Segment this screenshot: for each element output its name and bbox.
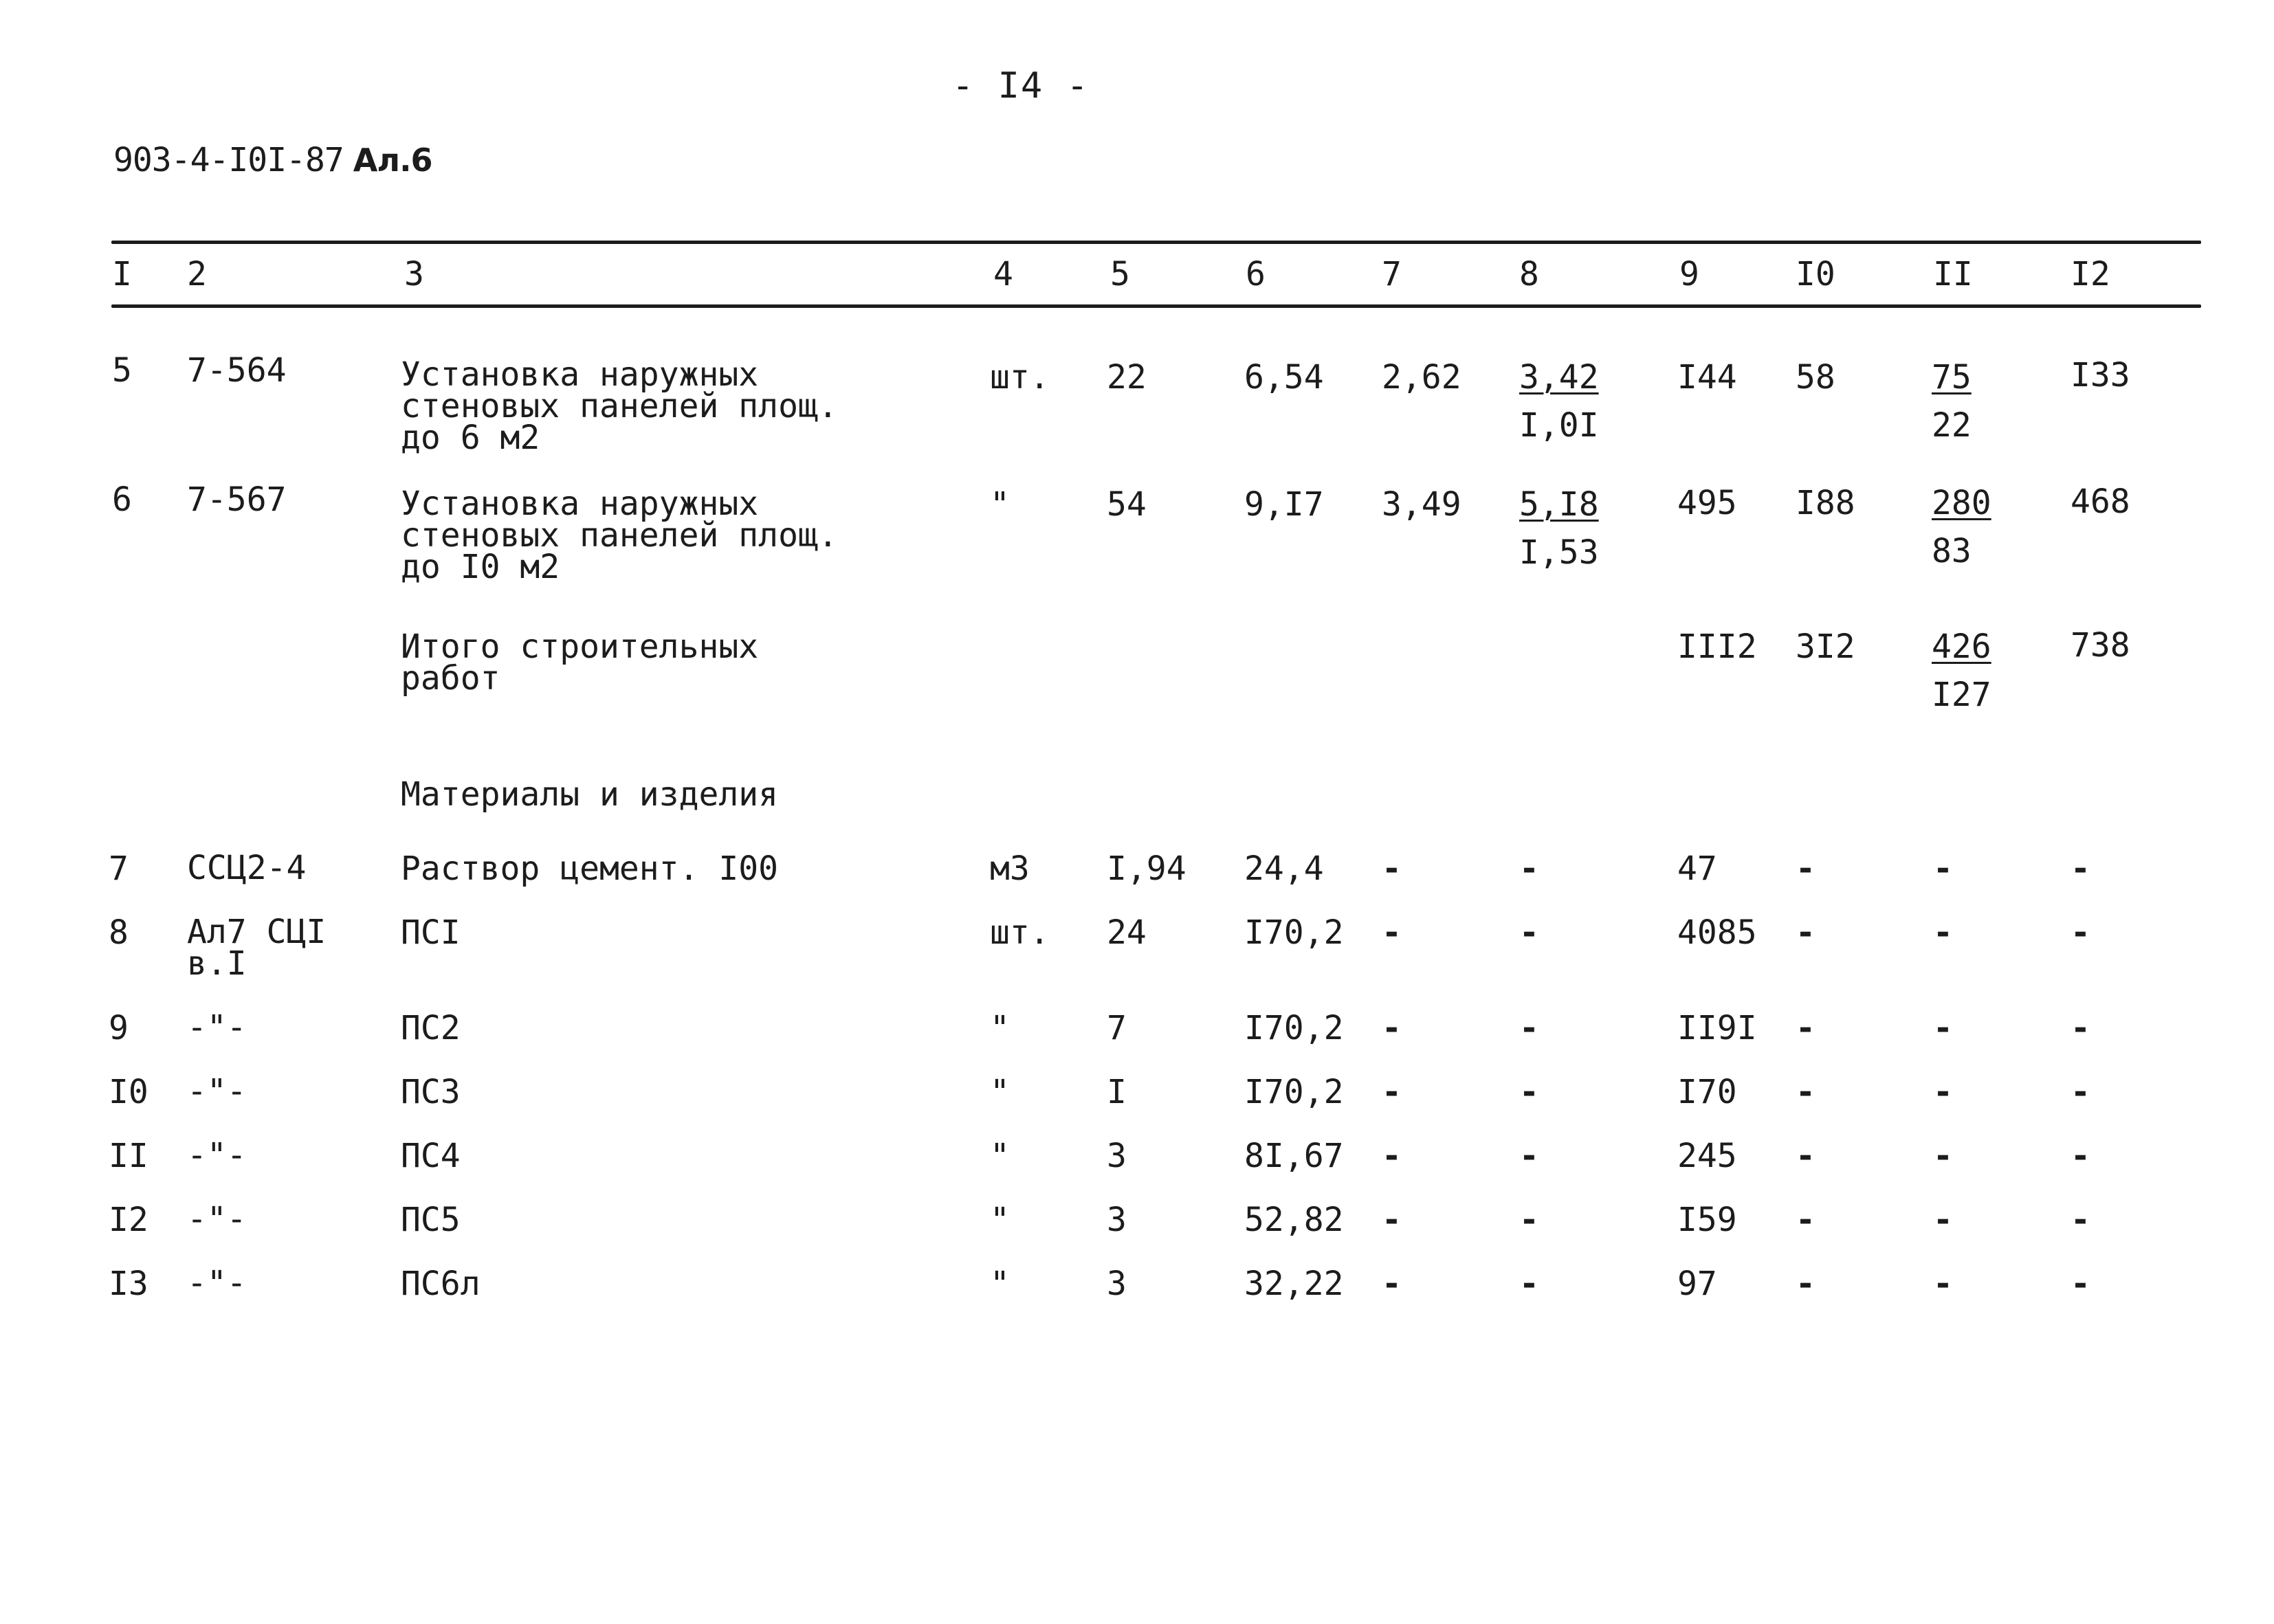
- rate-code: 7-567: [187, 480, 287, 519]
- machine-cost-wage: I,53: [1519, 533, 1599, 572]
- column-header: II: [1933, 255, 1973, 293]
- total-machine-cost-total: 426: [1932, 627, 1991, 666]
- document-code-number: 903-4-I0I-87: [113, 141, 344, 179]
- quantity: 3: [1107, 1265, 1127, 1303]
- rate-code: 7-564: [187, 351, 287, 390]
- column-header: I0: [1796, 255, 1835, 293]
- total-machine-cost: -: [1933, 1137, 1953, 1175]
- unit-wage-cost: -: [1382, 1201, 1402, 1239]
- total-machine-cost: -: [1933, 849, 1953, 888]
- unit: шт.: [990, 913, 1050, 952]
- total-cost: 4085: [1677, 913, 1757, 952]
- unit: ": [990, 1265, 1010, 1303]
- unit-wage-cost: -: [1382, 1137, 1402, 1175]
- quantity: 3: [1107, 1201, 1127, 1239]
- unit-wage-cost: -: [1382, 849, 1402, 888]
- table-header-rule: [111, 304, 2201, 308]
- material-name: ПСI: [401, 913, 461, 952]
- column-header: I: [112, 255, 132, 293]
- unit-wage-cost: 3,49: [1382, 485, 1461, 524]
- unit-wage-cost: -: [1382, 1073, 1402, 1111]
- quantity: 54: [1107, 485, 1147, 524]
- rate-code: -"-: [187, 1264, 247, 1302]
- total-wage-cost: -: [1796, 1009, 1815, 1047]
- row-number: 5: [112, 351, 132, 390]
- row-number: I2: [109, 1201, 148, 1239]
- labor-cost: I33: [2071, 356, 2130, 394]
- unit-machine-cost: -: [1519, 1009, 1539, 1047]
- total-machine-cost-wage: I27: [1932, 676, 1991, 714]
- total-wage-cost: -: [1796, 849, 1815, 888]
- total-wage-cost: -: [1796, 1137, 1815, 1175]
- rate-code: -"-: [187, 1200, 247, 1238]
- quantity: I: [1107, 1073, 1127, 1111]
- labor-cost: -: [2071, 1073, 2090, 1111]
- total-machine-cost: -: [1933, 1009, 1953, 1047]
- material-name: ПС2: [401, 1009, 461, 1047]
- unit-cost: 52,82: [1244, 1201, 1344, 1239]
- total-machine-cost-total: 75: [1932, 358, 1972, 397]
- material-name: ПС4: [401, 1137, 461, 1175]
- total-machine-cost: -: [1933, 913, 1953, 952]
- total-machine-cost-wage: 83: [1932, 532, 1972, 570]
- unit-cost: 6,54: [1244, 358, 1324, 397]
- unit-wage-cost: -: [1382, 913, 1402, 952]
- labor-cost: -: [2071, 1265, 2090, 1303]
- rate-code: Ал7 СЦI в.I: [187, 913, 327, 983]
- page-number: - I4 -: [952, 65, 1090, 107]
- quantity: 7: [1107, 1009, 1127, 1047]
- unit-wage-cost: 2,62: [1382, 358, 1461, 397]
- machine-cost-wage: I,0I: [1519, 406, 1599, 445]
- column-header: 4: [993, 255, 1013, 293]
- column-header: 7: [1382, 255, 1402, 293]
- unit: ": [990, 1009, 1010, 1047]
- unit-wage-cost: -: [1382, 1265, 1402, 1303]
- row-number: 7: [109, 849, 129, 888]
- rate-code: -"-: [187, 1008, 247, 1047]
- column-header: 2: [187, 255, 207, 293]
- unit-machine-cost: -: [1519, 1201, 1539, 1239]
- total-machine-cost: [1932, 484, 1991, 570]
- unit-cost: 24,4: [1244, 849, 1324, 888]
- unit: м3: [990, 849, 1030, 888]
- total-machine-cost: -: [1933, 1073, 1953, 1111]
- column-header: 8: [1519, 255, 1539, 293]
- labor-cost: -: [2071, 849, 2090, 888]
- unit-cost: I70,2: [1244, 1073, 1344, 1111]
- labor-cost: -: [2071, 913, 2090, 952]
- labor-cost: 468: [2071, 482, 2130, 521]
- total-machine-cost: -: [1933, 1201, 1953, 1239]
- row-number: II: [109, 1137, 148, 1175]
- unit-machine-cost: -: [1519, 849, 1539, 888]
- total-cost: 245: [1677, 1137, 1737, 1175]
- total-wage-cost: 3I2: [1796, 627, 1855, 666]
- row-number: 9: [109, 1009, 129, 1047]
- work-description: Установка наружных стеновых панелей площ. до 6 м2: [401, 355, 838, 457]
- quantity: 22: [1107, 358, 1147, 397]
- total-machine-cost: [1932, 358, 1972, 445]
- unit: ": [990, 1137, 1010, 1175]
- total-wage-cost: -: [1796, 1265, 1815, 1303]
- total-machine-cost: [1932, 627, 1991, 714]
- total-cost: II9I: [1677, 1009, 1757, 1047]
- column-header: 6: [1246, 255, 1266, 293]
- material-name: ПС3: [401, 1073, 461, 1111]
- total-wage-cost: I88: [1796, 484, 1855, 522]
- labor-cost: 738: [2071, 626, 2130, 665]
- unit-cost: 9,I7: [1244, 485, 1324, 524]
- total-cost: III2: [1677, 627, 1757, 666]
- unit-machine-cost: [1519, 358, 1599, 445]
- unit: ": [990, 1201, 1010, 1239]
- work-description: Установка наружных стеновых панелей площ. до I0 м2: [401, 485, 838, 586]
- total-cost: 47: [1677, 849, 1717, 888]
- unit: ": [990, 485, 1010, 524]
- rate-code: -"-: [187, 1136, 247, 1175]
- total-machine-cost-wage: 22: [1932, 406, 1972, 445]
- column-header: 5: [1110, 255, 1130, 293]
- rate-code: -"-: [187, 1072, 247, 1111]
- total-cost: I59: [1677, 1201, 1737, 1239]
- row-number: 6: [112, 480, 132, 519]
- total-wage-cost: -: [1796, 1201, 1815, 1239]
- total-wage-cost: 58: [1796, 358, 1835, 397]
- section-title: Материалы и изделия: [401, 775, 779, 814]
- labor-cost: -: [2071, 1137, 2090, 1175]
- row-number: I0: [109, 1073, 148, 1111]
- unit: шт.: [990, 358, 1050, 397]
- rate-code: ССЦ2-4: [187, 849, 307, 887]
- unit-cost: I70,2: [1244, 913, 1344, 952]
- unit: ": [990, 1073, 1010, 1111]
- machine-cost-total: 3,42: [1519, 358, 1599, 397]
- subtotal-label: Итого строительных работ: [401, 627, 759, 698]
- material-name: ПС6л: [401, 1265, 481, 1303]
- total-cost: I70: [1677, 1073, 1737, 1111]
- unit-wage-cost: -: [1382, 1009, 1402, 1047]
- total-wage-cost: -: [1796, 1073, 1815, 1111]
- column-header: 3: [404, 255, 424, 293]
- total-wage-cost: -: [1796, 913, 1815, 952]
- column-header: 9: [1679, 255, 1699, 293]
- table-top-rule: [111, 241, 2201, 244]
- total-machine-cost-total: 280: [1932, 484, 1991, 522]
- quantity: 24: [1107, 913, 1147, 952]
- material-name: ПС5: [401, 1201, 461, 1239]
- unit-machine-cost: -: [1519, 913, 1539, 952]
- unit-cost: 32,22: [1244, 1265, 1344, 1303]
- unit-cost: I70,2: [1244, 1009, 1344, 1047]
- machine-cost-total: 5,I8: [1519, 485, 1599, 524]
- total-cost: I44: [1677, 358, 1737, 397]
- unit-machine-cost: [1519, 485, 1599, 572]
- total-cost: 495: [1677, 484, 1737, 522]
- document-code: [113, 141, 432, 179]
- labor-cost: -: [2071, 1009, 2090, 1047]
- quantity: I,94: [1107, 849, 1186, 888]
- row-number: I3: [109, 1265, 148, 1303]
- material-name: Раствор цемент. I00: [401, 849, 779, 888]
- row-number: 8: [109, 913, 129, 952]
- unit-machine-cost: -: [1519, 1137, 1539, 1175]
- document-sheet-mark: Ал.6: [353, 142, 432, 179]
- total-cost: 97: [1677, 1265, 1717, 1303]
- unit-cost: 8I,67: [1244, 1137, 1344, 1175]
- quantity: 3: [1107, 1137, 1127, 1175]
- column-header: I2: [2071, 255, 2110, 293]
- unit-machine-cost: -: [1519, 1073, 1539, 1111]
- labor-cost: -: [2071, 1201, 2090, 1239]
- unit-machine-cost: -: [1519, 1265, 1539, 1303]
- total-machine-cost: -: [1933, 1265, 1953, 1303]
